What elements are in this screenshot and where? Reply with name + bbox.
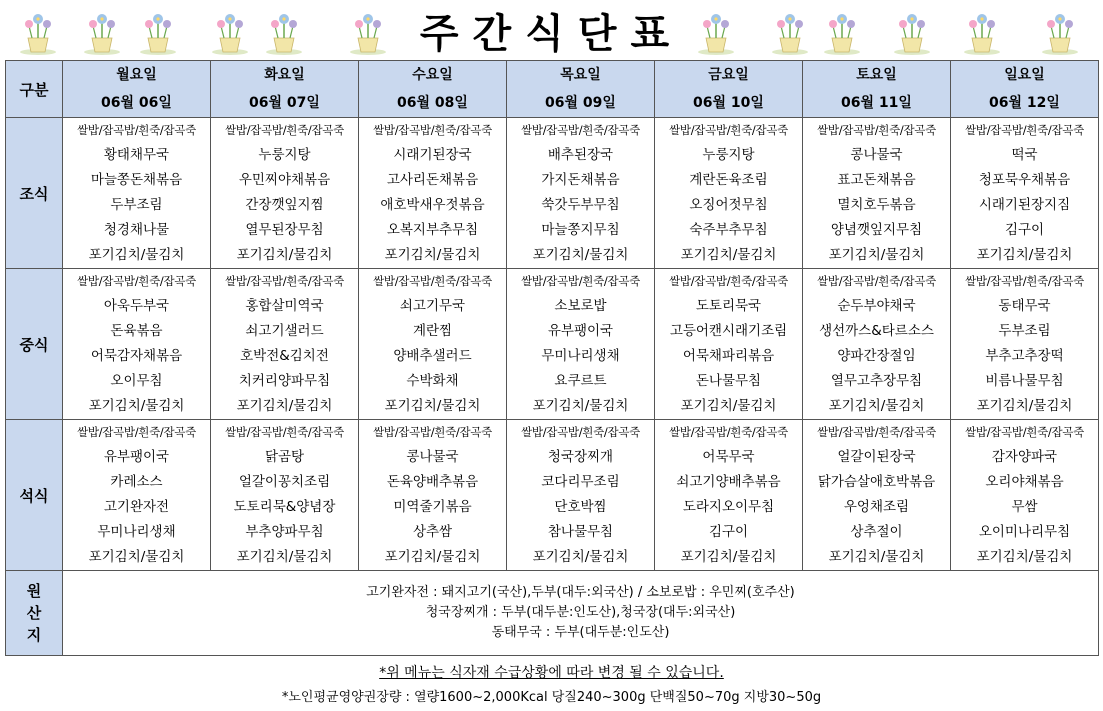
origin-line: 고기완자전 : 돼지고기(국산),두부(대두:외국산) / 소보로밥 : 우민찌(호주산): [366, 585, 795, 600]
menu-item: 포기김치/물김치: [828, 247, 925, 263]
menu-item: 쌀밥/잡곡밥/흰죽/잡곡죽: [373, 425, 492, 439]
menu-item: 돈육볶음: [110, 323, 163, 339]
menu-item: 고기완자전: [103, 499, 170, 515]
menu-item: 쌀밥/잡곡밥/흰죽/잡곡죽: [669, 425, 788, 439]
menu-cell: [655, 269, 803, 420]
menu-item: 쌀밥/잡곡밥/흰죽/잡곡죽: [965, 425, 1084, 439]
menu-item: 포기김치/물김치: [828, 549, 925, 565]
header-label: 구분: [6, 61, 63, 118]
menu-item: 호박전&김치전: [240, 348, 329, 364]
day-header: [507, 61, 655, 118]
menu-item: 오징어젓무침: [689, 197, 768, 213]
menu-item: 부추고추장떡: [985, 348, 1064, 364]
menu-item: 코다리무조림: [541, 474, 620, 490]
menu-item: 쌀밥/잡곡밥/흰죽/잡곡죽: [225, 425, 344, 439]
menu-cell: [507, 420, 655, 571]
menu-item: 양파간장절임: [837, 348, 916, 364]
menu-item: 멸치호두볶음: [837, 197, 916, 213]
menu-item: 양념깻잎지무침: [830, 222, 923, 238]
menu-item: 쌀밥/잡곡밥/흰죽/잡곡죽: [965, 274, 1084, 288]
day-date: 06월 11일: [841, 95, 912, 111]
menu-item: 닭가슴살애호박볶음: [817, 474, 936, 490]
menu-item: 쌀밥/잡곡밥/흰죽/잡곡죽: [77, 425, 196, 439]
menu-item: 가지돈채볶음: [541, 172, 620, 188]
day-header: [803, 61, 951, 118]
menu-item: 수박화채: [406, 373, 459, 389]
menu-item: 유부팽이국: [103, 449, 170, 465]
menu-item: 쌀밥/잡곡밥/흰죽/잡곡죽: [669, 123, 788, 137]
menu-cell: [359, 269, 507, 420]
menu-item: 계란찜: [412, 323, 453, 339]
menu-item: 감자양파국: [991, 449, 1058, 465]
menu-cell: [803, 420, 951, 571]
menu-cell: [359, 118, 507, 269]
day-name: 일요일: [1004, 67, 1045, 83]
menu-item: 열무고추장무침: [830, 373, 923, 389]
day-name: 화요일: [264, 67, 305, 83]
menu-item: 포기김치/물김치: [532, 247, 629, 263]
menu-item: 부추양파무침: [245, 524, 324, 540]
menu-cell: [211, 420, 359, 571]
menu-item: 쌀밥/잡곡밥/흰죽/잡곡죽: [225, 274, 344, 288]
menu-item: 돈나물무침: [695, 373, 762, 389]
menu-item: 쌀밥/잡곡밥/흰죽/잡곡죽: [521, 274, 640, 288]
menu-item: 도라지오이무침: [682, 499, 775, 515]
menu-item: 유부팽이국: [547, 323, 614, 339]
menu-item: 콩나물국: [850, 147, 903, 163]
menu-cell: [803, 118, 951, 269]
meal-row: [6, 269, 1099, 420]
menu-item: 쇠고기무국: [399, 298, 466, 314]
day-header: [359, 61, 507, 118]
change-notice: *위 메뉴는 식자재 수급상황에 따라 변경 될 수 있습니다.: [379, 665, 724, 681]
menu-cell: [211, 269, 359, 420]
menu-item: 참나물무침: [547, 524, 614, 540]
page-title: 주간식단표: [419, 11, 684, 57]
menu-item: 포기김치/물김치: [532, 398, 629, 414]
menu-item: 두부조림: [110, 197, 163, 213]
day-header: [951, 61, 1099, 118]
menu-item: 포기김치/물김치: [88, 247, 185, 263]
menu-item: 무쌈: [1011, 499, 1038, 515]
menu-item: 포기김치/물김치: [976, 247, 1073, 263]
menu-item: 도토리묵&양념장: [233, 499, 336, 515]
menu-item: 누룽지탕: [258, 147, 311, 163]
menu-item: 홍합살미역국: [245, 298, 324, 314]
menu-item: 간장깻잎지찜: [245, 197, 324, 213]
menu-item: 배추된장국: [547, 147, 614, 163]
menu-item: 시래기된장지짐: [978, 197, 1071, 213]
menu-cell: [63, 118, 211, 269]
menu-item: 숙주부추무침: [689, 222, 768, 238]
menu-item: 쌀밥/잡곡밥/흰죽/잡곡죽: [373, 123, 492, 137]
menu-item: 쌀밥/잡곡밥/흰죽/잡곡죽: [77, 274, 196, 288]
menu-cell: [507, 118, 655, 269]
menu-item: 애호박새우젓볶음: [380, 197, 485, 213]
menu-item: 소보로밥: [554, 298, 607, 314]
menu-item: 포기김치/물김치: [680, 549, 777, 565]
menu-item: 두부조림: [998, 323, 1051, 339]
menu-item: 쌀밥/잡곡밥/흰죽/잡곡죽: [965, 123, 1084, 137]
day-header: [211, 61, 359, 118]
menu-item: 표고돈채볶음: [837, 172, 916, 188]
menu-item: 비름나물무침: [985, 373, 1064, 389]
menu-item: 마늘쫑돈채볶음: [90, 172, 183, 188]
menu-item: 포기김치/물김치: [236, 247, 333, 263]
menu-item: 상추쌈: [412, 524, 453, 540]
menu-item: 고등어캔시래기조림: [669, 323, 788, 339]
day-date: 06월 12일: [989, 95, 1060, 111]
menu-item: 쑥갓두부무침: [541, 197, 620, 213]
menu-item: 쌀밥/잡곡밥/흰죽/잡곡죽: [373, 274, 492, 288]
day-header: [63, 61, 211, 118]
menu-item: 어묵무국: [702, 449, 755, 465]
menu-item: 단호박찜: [554, 499, 607, 515]
menu-cell: [63, 420, 211, 571]
page-header: [0, 0, 1103, 60]
menu-item: 포기김치/물김치: [88, 398, 185, 414]
menu-item: 열무된장무침: [245, 222, 324, 238]
day-header: [655, 61, 803, 118]
day-header-row: [6, 61, 1099, 118]
menu-item: 요쿠르트: [554, 373, 607, 389]
menu-item: 김구이: [708, 524, 749, 540]
menu-item: 포기김치/물김치: [384, 549, 481, 565]
menu-item: 김구이: [1004, 222, 1045, 238]
menu-cell: [803, 269, 951, 420]
menu-item: 쌀밥/잡곡밥/흰죽/잡곡죽: [817, 274, 936, 288]
menu-cell: [951, 420, 1099, 571]
day-name: 금요일: [708, 67, 749, 83]
day-date: 06월 09일: [545, 95, 616, 111]
menu-item: 포기김치/물김치: [680, 247, 777, 263]
menu-item: 포기김치/물김치: [384, 247, 481, 263]
menu-item: 무미나리생채: [97, 524, 176, 540]
menu-cell: [507, 269, 655, 420]
day-name: 월요일: [116, 67, 157, 83]
origin-label: [6, 571, 63, 656]
menu-item: 카레소스: [110, 474, 163, 490]
menu-item: 생선까스&타르소스: [819, 323, 934, 339]
menu-item: 포기김치/물김치: [680, 398, 777, 414]
menu-cell: [63, 269, 211, 420]
meal-label: 석식: [6, 420, 63, 571]
menu-item: 포기김치/물김치: [976, 398, 1073, 414]
menu-item: 쌀밥/잡곡밥/흰죽/잡곡죽: [817, 425, 936, 439]
menu-item: 쌀밥/잡곡밥/흰죽/잡곡죽: [225, 123, 344, 137]
origin-info: [63, 571, 1099, 656]
menu-item: 누룽지탕: [702, 147, 755, 163]
menu-item: 포기김치/물김치: [236, 398, 333, 414]
menu-cell: [655, 420, 803, 571]
origin-label-char: 원: [26, 582, 42, 600]
menu-item: 쌀밥/잡곡밥/흰죽/잡곡죽: [521, 425, 640, 439]
menu-item: 얼갈이꽁치조림: [238, 474, 331, 490]
menu-item: 쌀밥/잡곡밥/흰죽/잡곡죽: [817, 123, 936, 137]
menu-item: 어묵감자채볶음: [90, 348, 183, 364]
meal-label: 중식: [6, 269, 63, 420]
menu-item: 포기김치/물김치: [88, 549, 185, 565]
menu-item: 쇠고기양배추볶음: [676, 474, 781, 490]
day-name: 토요일: [856, 67, 897, 83]
menu-item: 돈육양배추볶음: [386, 474, 479, 490]
menu-item: 콩나물국: [406, 449, 459, 465]
menu-item: 계란돈육조림: [689, 172, 768, 188]
origin-line: 동태무국 : 두부(대두분:인도산): [491, 625, 670, 640]
menu-item: 미역줄기볶음: [393, 499, 472, 515]
menu-item: 쌀밥/잡곡밥/흰죽/잡곡죽: [521, 123, 640, 137]
menu-item: 동태무국: [998, 298, 1051, 314]
menu-item: 오이미나리무침: [978, 524, 1071, 540]
menu-item: 상추절이: [850, 524, 903, 540]
menu-item: 치커리양파무침: [238, 373, 331, 389]
menu-item: 고사리돈채볶음: [386, 172, 479, 188]
menu-item: 시래기된장국: [393, 147, 472, 163]
menu-item: 청국장찌개: [547, 449, 614, 465]
nutrition-note: *노인평균영양권장량 : 열량1600~2,000Kcal 당질240~300g 단백질50~70g 지방30~50g: [281, 690, 822, 705]
origin-label-char: 지: [26, 626, 42, 644]
menu-cell: [951, 269, 1099, 420]
menu-item: 포기김치/물김치: [976, 549, 1073, 565]
meal-row: [6, 420, 1099, 571]
menu-item: 우엉채조림: [843, 499, 910, 515]
menu-item: 양배추샐러드: [393, 348, 472, 364]
origin-row: [6, 571, 1099, 656]
menu-item: 오복지부추무침: [386, 222, 479, 238]
origin-label-char: 산: [26, 604, 42, 622]
menu-item: 닭곰탕: [264, 449, 305, 465]
menu-item: 청경채나물: [103, 222, 170, 238]
menu-cell: [655, 118, 803, 269]
origin-line: 청국장찌개 : 두부(대두분:인도산),청국장(대두:외국산): [425, 605, 736, 620]
menu-item: 우민찌야채볶음: [238, 172, 331, 188]
day-date: 06월 10일: [693, 95, 764, 111]
menu-item: 오리야채볶음: [985, 474, 1064, 490]
menu-item: 포기김치/물김치: [532, 549, 629, 565]
menu-item: 무미나리생채: [541, 348, 620, 364]
weekly-menu-table: [5, 60, 1099, 656]
menu-item: 얼갈이된장국: [837, 449, 916, 465]
day-date: 06월 06일: [101, 95, 172, 111]
menu-item: 아욱두부국: [103, 298, 170, 314]
menu-item: 황태채무국: [103, 147, 170, 163]
menu-item: 오이무침: [110, 373, 163, 389]
menu-item: 도토리묵국: [695, 298, 762, 314]
menu-item: 마늘쫑지무침: [541, 222, 620, 238]
day-name: 목요일: [560, 67, 601, 83]
menu-item: 포기김치/물김치: [384, 398, 481, 414]
menu-item: 청포묵우채볶음: [978, 172, 1071, 188]
meal-row: [6, 118, 1099, 269]
menu-item: 순두부야채국: [837, 298, 916, 314]
menu-cell: [211, 118, 359, 269]
meal-label: 조식: [6, 118, 63, 269]
menu-item: 어묵채파리볶음: [682, 348, 775, 364]
menu-item: 쇠고기샐러드: [245, 323, 324, 339]
menu-item: 쌀밥/잡곡밥/흰죽/잡곡죽: [669, 274, 788, 288]
menu-item: 쌀밥/잡곡밥/흰죽/잡곡죽: [77, 123, 196, 137]
day-date: 06월 07일: [249, 95, 320, 111]
menu-item: 포기김치/물김치: [236, 549, 333, 565]
menu-cell: [359, 420, 507, 571]
menu-item: 떡국: [1011, 147, 1038, 163]
menu-cell: [951, 118, 1099, 269]
day-name: 수요일: [412, 67, 453, 83]
menu-item: 포기김치/물김치: [828, 398, 925, 414]
day-date: 06월 08일: [397, 95, 468, 111]
